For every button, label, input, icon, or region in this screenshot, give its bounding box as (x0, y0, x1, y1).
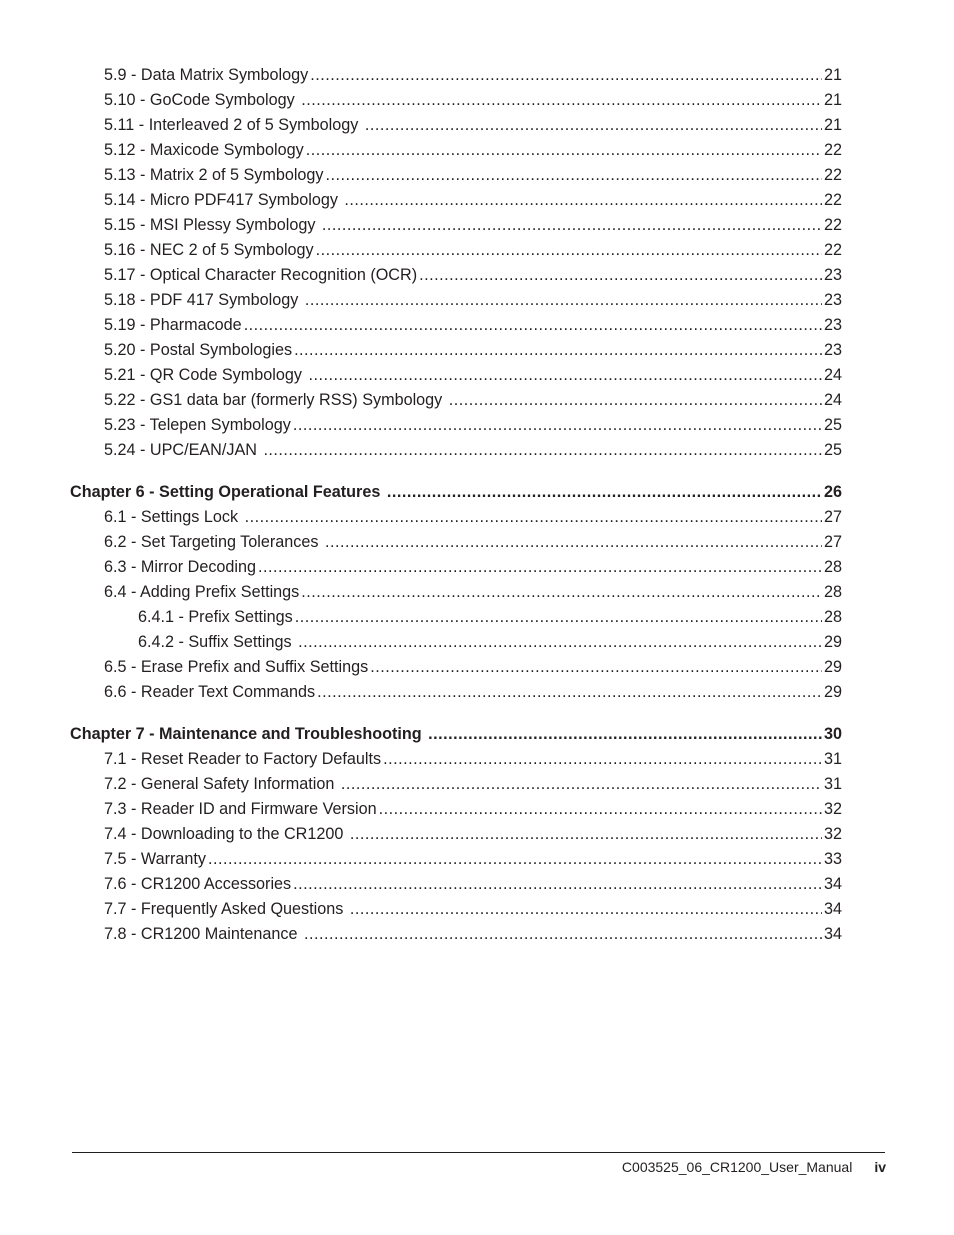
toc-dot-leader (383, 747, 822, 772)
toc-entry-title: 6.4 - Adding Prefix Settings (104, 583, 300, 601)
footer-page-number: iv (874, 1159, 886, 1175)
toc-entry[interactable] (70, 188, 842, 213)
toc-entry-page: 23 (823, 266, 842, 284)
toc-entry-page: 29 (823, 658, 842, 676)
toc-entry-title: 7.6 - CR1200 Accessories (104, 875, 292, 893)
toc-entry-page: 23 (823, 341, 842, 359)
toc-entry[interactable] (70, 872, 842, 897)
toc-entry-page: 23 (823, 316, 842, 334)
toc-dot-leader (428, 722, 822, 747)
toc-entry[interactable] (70, 772, 842, 797)
toc-entry-title: 5.22 - GS1 data bar (formerly RSS) Symbology (104, 391, 447, 409)
toc-entry[interactable] (70, 555, 842, 580)
footer-document-id: C003525_06_CR1200_User_Manual (621, 1159, 853, 1175)
toc-dot-leader (245, 505, 822, 530)
toc-entry-page: 33 (823, 850, 842, 868)
page-footer (622, 1158, 886, 1176)
toc-dot-leader (350, 822, 822, 847)
toc-entry-title: Chapter 7 - Maintenance and Troubleshooting (70, 725, 427, 743)
toc-entry-title: 6.6 - Reader Text Commands (104, 683, 316, 701)
toc-dot-leader (449, 388, 822, 413)
toc-entry[interactable] (70, 288, 842, 313)
toc-entry-title: 7.4 - Downloading to the CR1200 (104, 825, 348, 843)
toc-entry-title: 5.19 - Pharmacode (104, 316, 242, 334)
toc-entry-page: 23 (823, 291, 842, 309)
toc-entry-title: 6.2 - Set Targeting Tolerances (104, 533, 323, 551)
toc-entry-title: 5.9 - Data Matrix Symbology (104, 66, 309, 84)
toc-dot-leader (208, 847, 822, 872)
toc-entry-title: 7.8 - CR1200 Maintenance (104, 925, 302, 943)
toc-dot-leader (298, 630, 822, 655)
toc-dot-leader (301, 580, 822, 605)
toc-entry[interactable] (70, 747, 842, 772)
toc-entry-title: 5.23 - Telepen Symbology (104, 416, 291, 434)
toc-entry-page: 24 (823, 391, 842, 409)
toc-chapter-entry[interactable] (70, 480, 842, 505)
toc-entry-page: 25 (823, 441, 842, 459)
toc-entry[interactable] (70, 88, 842, 113)
toc-entry[interactable] (70, 847, 842, 872)
toc-dot-leader (258, 555, 822, 580)
toc-entry[interactable] (70, 63, 842, 88)
toc-entry[interactable] (70, 438, 842, 463)
toc-dot-leader (308, 363, 822, 388)
toc-entry-title: 7.7 - Frequently Asked Questions (104, 900, 348, 918)
toc-dot-leader (317, 680, 822, 705)
toc-entry-title: 6.4.2 - Suffix Settings (138, 633, 297, 651)
toc-entry-title: 5.12 - Maxicode Symbology (104, 141, 304, 159)
toc-entry[interactable] (70, 263, 842, 288)
toc-entry-title: 5.20 - Postal Symbologies (104, 341, 293, 359)
toc-entry-page: 22 (823, 166, 842, 184)
toc-entry[interactable] (70, 580, 842, 605)
toc-chapter-entry[interactable] (70, 722, 842, 747)
toc-dot-leader (305, 288, 822, 313)
toc-dot-leader (293, 872, 822, 897)
toc-entry-title: 5.13 - Matrix 2 of 5 Symbology (104, 166, 324, 184)
toc-entry-page: 32 (823, 825, 842, 843)
toc-entry-title: 6.4.1 - Prefix Settings (138, 608, 293, 626)
toc-entry-page: 21 (823, 116, 842, 134)
toc-dot-leader (263, 438, 822, 463)
footer-divider (72, 1152, 885, 1153)
toc-dot-leader (244, 313, 822, 338)
toc-entry-page: 22 (823, 141, 842, 159)
toc-entry[interactable] (70, 797, 842, 822)
toc-entry-title: 6.3 - Mirror Decoding (104, 558, 257, 576)
toc-dot-leader (295, 605, 822, 630)
toc-entry[interactable] (70, 922, 842, 947)
toc-dot-leader (341, 772, 822, 797)
toc-entry-page: 30 (823, 725, 842, 743)
toc-entry-title: 7.2 - General Safety Information (104, 775, 339, 793)
toc-entry-title: 5.15 - MSI Plessy Symbology (104, 216, 320, 234)
toc-entry[interactable] (70, 338, 842, 363)
toc-dot-leader (387, 480, 822, 505)
toc-dot-leader (365, 113, 822, 138)
toc-dot-leader (301, 88, 822, 113)
toc-entry-title: 5.17 - Optical Character Recognition (OCR) (104, 266, 418, 284)
toc-entry[interactable] (70, 822, 842, 847)
toc-entry-page: 27 (823, 508, 842, 526)
toc-dot-leader (379, 797, 822, 822)
toc-entry[interactable] (70, 530, 842, 555)
toc-dot-leader (344, 188, 822, 213)
toc-entry-page: 31 (823, 750, 842, 768)
toc-dot-leader (306, 138, 822, 163)
toc-entry-page: 32 (823, 800, 842, 818)
toc-entry-title: 5.18 - PDF 417 Symbology (104, 291, 303, 309)
toc-entry-page: 29 (823, 633, 842, 651)
toc-dot-leader (293, 413, 822, 438)
toc-entry-page: 25 (823, 416, 842, 434)
toc-entry-page: 26 (823, 483, 842, 501)
toc-entry[interactable] (70, 655, 842, 680)
toc-dot-leader (419, 263, 822, 288)
toc-entry-page: 22 (823, 216, 842, 234)
toc-entry-title: 5.21 - QR Code Symbology (104, 366, 307, 384)
toc-entry-page: 28 (823, 608, 842, 626)
toc-entry-title: 6.1 - Settings Lock (104, 508, 243, 526)
toc-entry[interactable] (70, 605, 842, 630)
toc-entry[interactable] (70, 363, 842, 388)
toc-dot-leader (325, 530, 822, 555)
toc-dot-leader (350, 897, 822, 922)
toc-entry-page: 34 (823, 900, 842, 918)
toc-entry[interactable] (70, 213, 842, 238)
toc-entry-page: 34 (823, 875, 842, 893)
toc-entry[interactable] (70, 413, 842, 438)
toc-entry-title: 6.5 - Erase Prefix and Suffix Settings (104, 658, 369, 676)
toc-entry[interactable] (70, 163, 842, 188)
toc-entry[interactable] (70, 313, 842, 338)
table-of-contents (70, 63, 842, 947)
toc-entry-title: 7.5 - Warranty (104, 850, 206, 868)
toc-entry[interactable] (70, 388, 842, 413)
toc-entry-page: 22 (823, 241, 842, 259)
toc-dot-leader (294, 338, 822, 363)
toc-entry-title: 5.14 - Micro PDF417 Symbology (104, 191, 343, 209)
toc-entry[interactable] (70, 238, 842, 263)
toc-entry-page: 28 (823, 583, 842, 601)
toc-entry-page: 29 (823, 683, 842, 701)
toc-entry-title: 5.10 - GoCode Symbology (104, 91, 300, 109)
toc-entry[interactable] (70, 505, 842, 530)
toc-entry-title: 5.16 - NEC 2 of 5 Symbology (104, 241, 314, 259)
toc-dot-leader (316, 238, 822, 263)
toc-entry-page: 21 (823, 66, 842, 84)
toc-dot-leader (310, 63, 822, 88)
toc-entry-page: 34 (823, 925, 842, 943)
toc-entry[interactable] (70, 680, 842, 705)
toc-dot-leader (326, 163, 822, 188)
toc-entry[interactable] (70, 113, 842, 138)
toc-entry-title: 5.24 - UPC/EAN/JAN (104, 441, 262, 459)
toc-entry[interactable] (70, 630, 842, 655)
toc-entry-title: 5.11 - Interleaved 2 of 5 Symbology (104, 116, 363, 134)
toc-entry-page: 21 (823, 91, 842, 109)
toc-entry-page: 28 (823, 558, 842, 576)
toc-entry-title: 7.1 - Reset Reader to Factory Defaults (104, 750, 382, 768)
toc-entry-page: 27 (823, 533, 842, 551)
toc-entry-page: 31 (823, 775, 842, 793)
toc-dot-leader (370, 655, 822, 680)
toc-entry-title: Chapter 6 - Setting Operational Features (70, 483, 385, 501)
toc-entry[interactable] (70, 138, 842, 163)
toc-entry-page: 22 (823, 191, 842, 209)
toc-entry-page: 24 (823, 366, 842, 384)
toc-entry[interactable] (70, 897, 842, 922)
toc-dot-leader (322, 213, 822, 238)
toc-dot-leader (304, 922, 822, 947)
toc-entry-title: 7.3 - Reader ID and Firmware Version (104, 800, 377, 818)
